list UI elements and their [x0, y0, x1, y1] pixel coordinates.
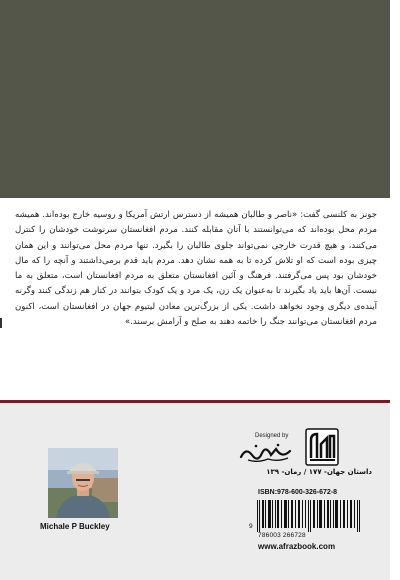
footer-rule: [0, 400, 390, 403]
barcode-side-digit: 9: [249, 523, 253, 530]
series-line: داستان جهان- ۱۷۷ / رمان- ۱۳۹: [266, 468, 372, 476]
publisher-website: www.afrazbook.com: [258, 542, 336, 551]
body-paragraph: جونز به کلنسی گفت: «ناصر و طالبان همیشه از دسترس ارتش آمریکا و روسیه خارج بوده‌اند. همیشه مردم محل بوده‌اند که می‌توانستند با آنان مقابله کنند. مردم افغانستان سرنوشت خودشان را کنترل می‌کنند، و هیچ قدرت خارجی نمی‌تواند جلوی طالبان را بگیرد. تنها مردم محل می‌توانند و این همان چیزی بوده است که او تلاش کرده تا به همه نشان دهد. مردم باید قدم برمی‌داشتند و آنچه را که مال خودشان بود پس می‌گرفتند. فرهنگ و آئین افغانستان متعلق به مردم افغانستان است، متعلق به ما نیست. آن‌ها باید یاد بگیرند تا به‌عنوان یک زن، یک مرد و یک کودک بتوانند در کنار هم زندگی کنند وگرنه آینده‌ی دیگری وجود نخواهد داشت. یکی از بزرگ‌ترین معادن لیتیوم جهان در افغانستان است، اکنون مردم افغانستان می‌توانند جنگ را خاتمه دهند به صلح و آرامش برسند.»: [15, 210, 377, 328]
designer-signature-logo: [238, 441, 294, 465]
cover-edge-strip: [390, 0, 400, 198]
isbn: ISBN:978-600-326-672-8: [258, 489, 337, 496]
author-portrait-image: [48, 448, 118, 518]
author-name: Michale P Buckley: [40, 522, 110, 531]
cover-image-band: [0, 0, 390, 198]
author-photo: [48, 448, 118, 518]
publisher-logo: [305, 428, 339, 466]
series-info: [252, 466, 372, 478]
barcode: [255, 500, 363, 532]
barcode-digits: 786003 266728: [258, 532, 306, 539]
page-edge-mark: [0, 318, 2, 328]
designed-by-label: Designed by: [255, 433, 289, 439]
back-cover-text: [15, 208, 377, 330]
